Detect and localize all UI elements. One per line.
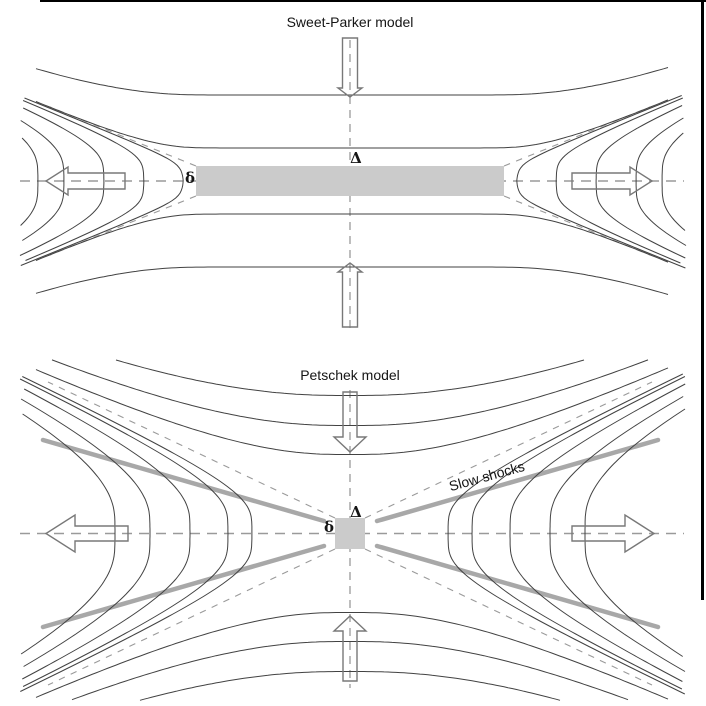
- slow-shock-line-upper-left: [43, 440, 324, 521]
- field-line: [517, 96, 686, 269]
- sheet-thickness-label: δ: [184, 169, 196, 187]
- field-line: [662, 133, 685, 231]
- separatrix-dashed-upper-left: [48, 382, 335, 518]
- sheet-length-label: Δ: [350, 503, 362, 521]
- field-line: [21, 138, 38, 226]
- field-line: [21, 98, 183, 266]
- field-line: [36, 68, 668, 96]
- separatrix-dashed-upper-right: [365, 382, 652, 518]
- field-line: [21, 399, 150, 667]
- field-line: [36, 613, 668, 700]
- slow-shock-line-upper-right: [377, 440, 658, 521]
- slow-shock-line-lower-right: [377, 546, 658, 627]
- separatrix-dashed-lower-left: [48, 549, 335, 685]
- petschek-panel: [0, 353, 706, 706]
- field-line: [510, 384, 685, 682]
- diffusion-region: [335, 518, 365, 549]
- panel-title: Sweet-Parker model: [286, 14, 414, 30]
- slow-shocks-label: Slow shocks: [447, 457, 527, 495]
- field-line: [36, 267, 668, 295]
- sheet-length-label: Δ: [350, 149, 362, 167]
- current-sheet: [196, 166, 504, 196]
- field-line: [36, 214, 668, 262]
- slow-shock-line-lower-left: [43, 546, 324, 627]
- field-line: [596, 106, 685, 259]
- separatrix-dashed-lower-right: [365, 549, 652, 685]
- field-line: [36, 100, 668, 148]
- panel-title: Petschek model: [300, 367, 400, 383]
- sheet-thickness-label: δ: [323, 518, 335, 536]
